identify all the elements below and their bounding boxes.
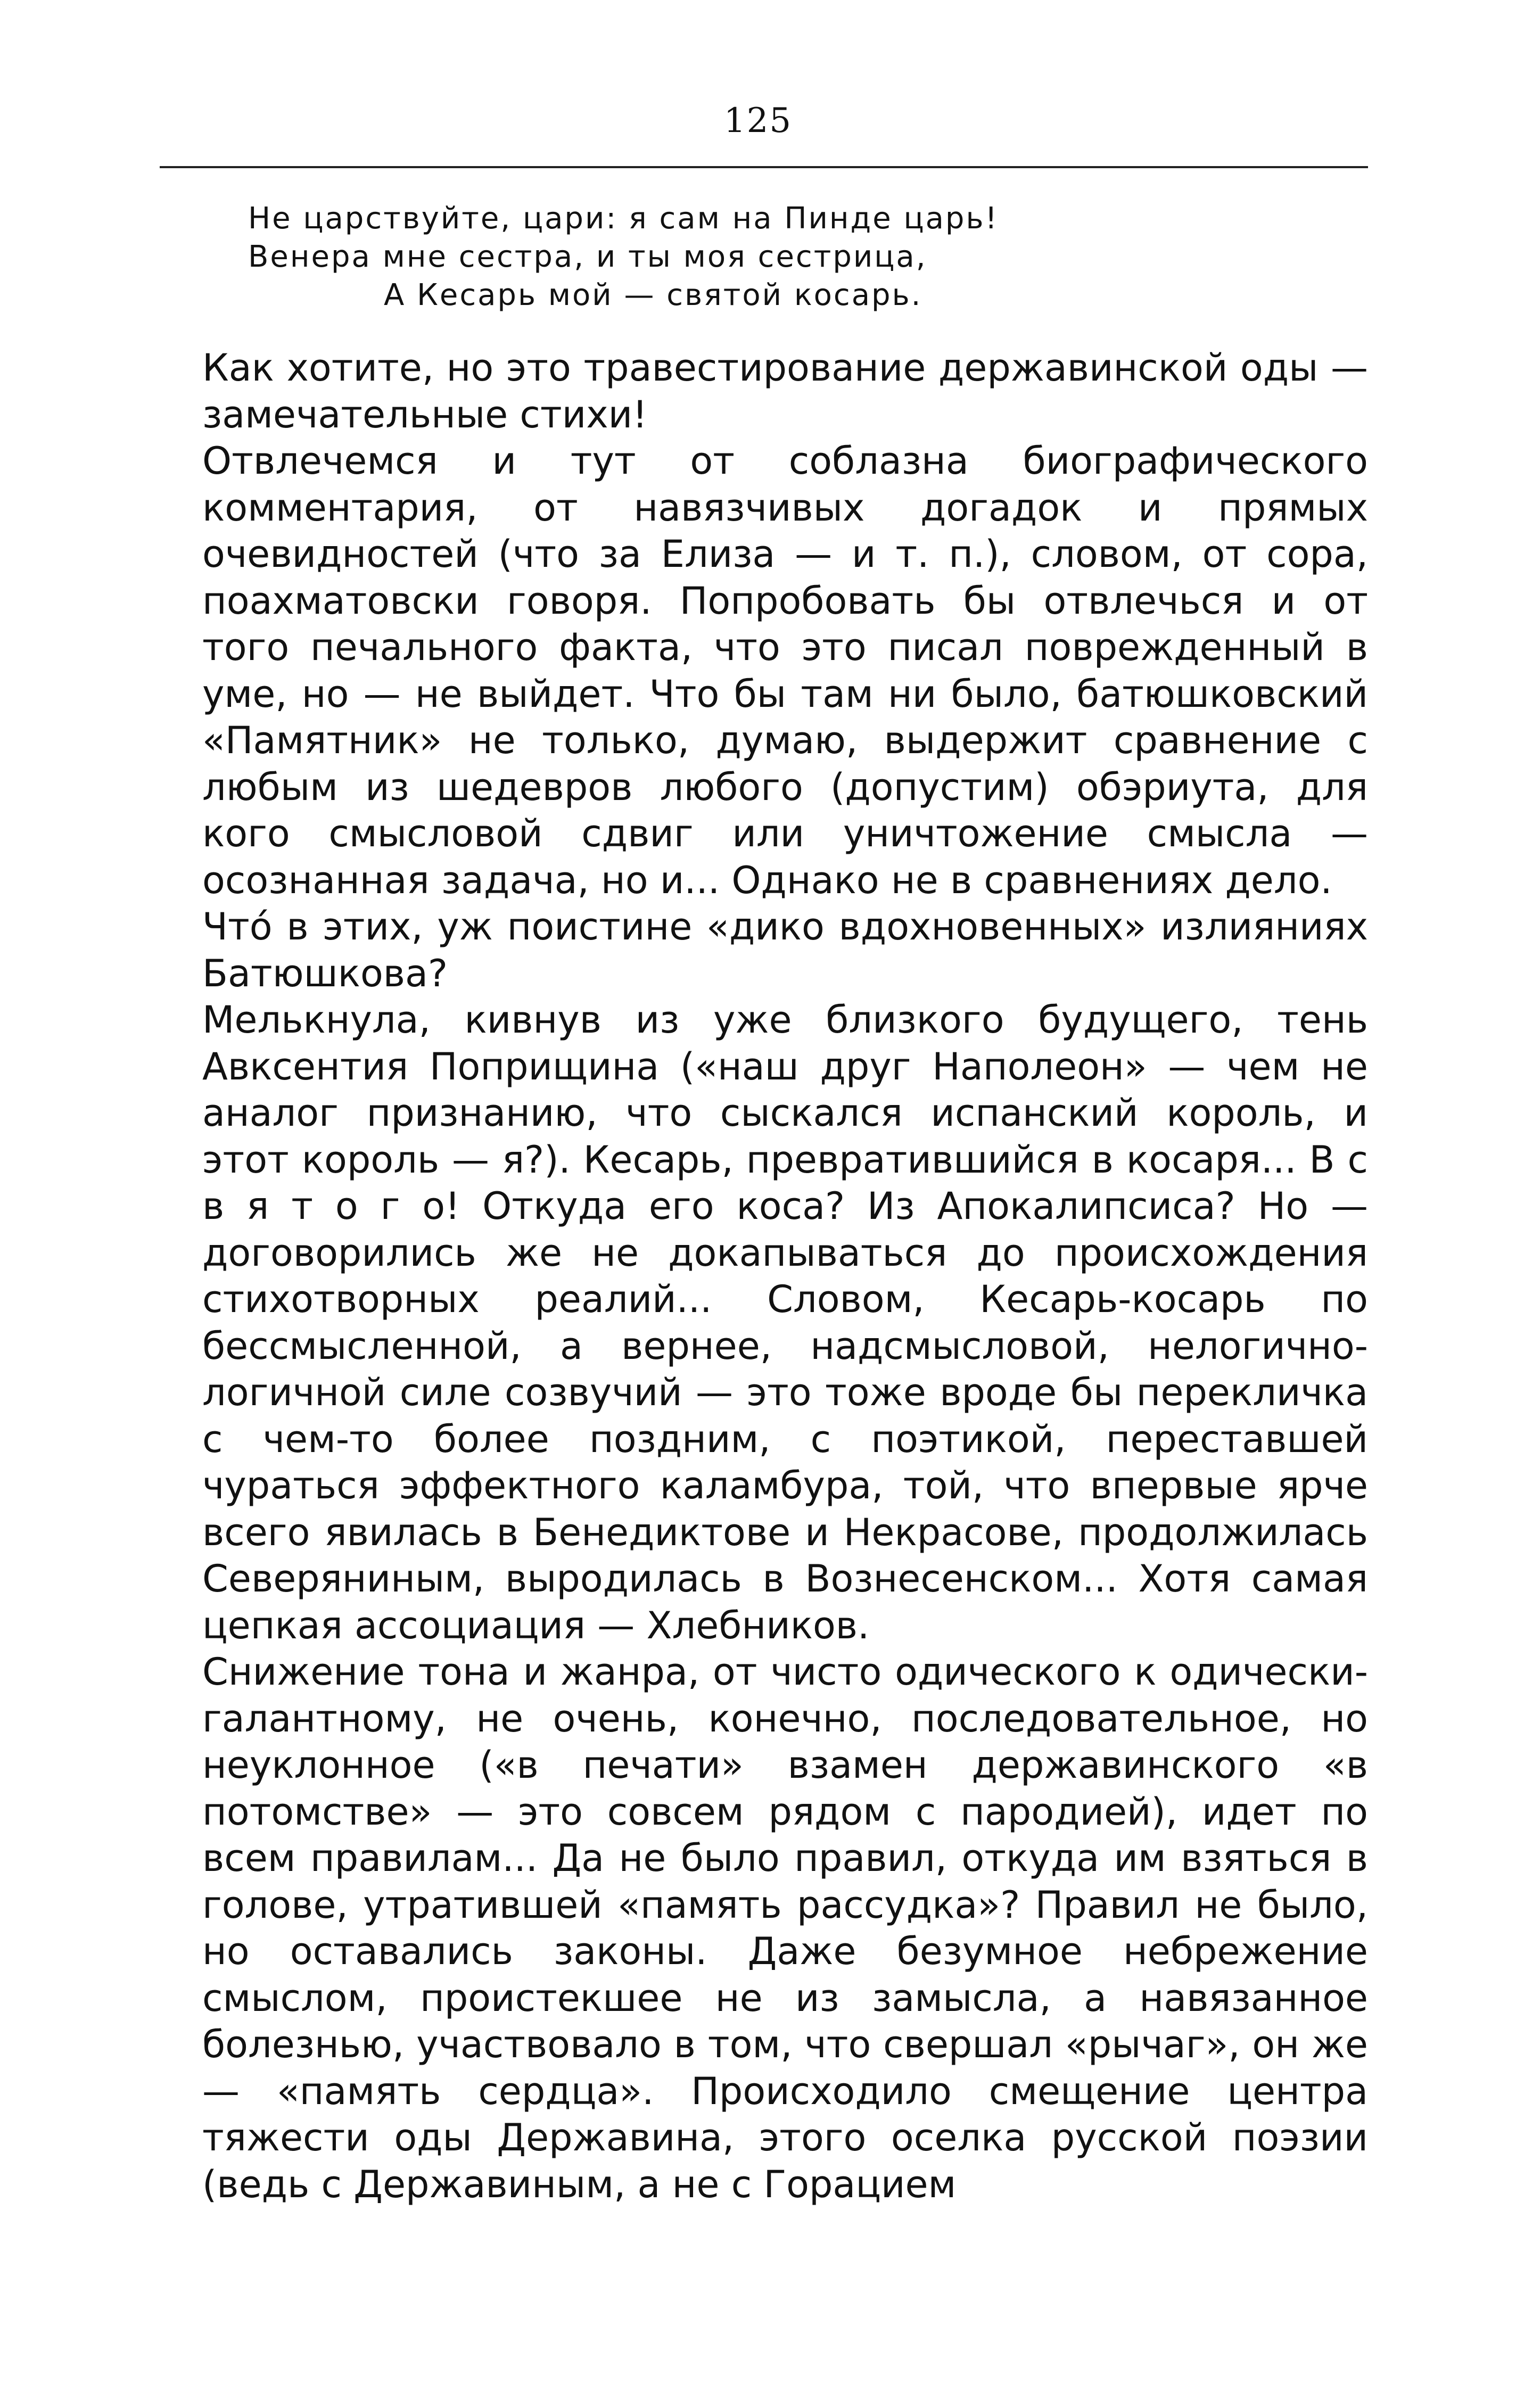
paragraph: Что́ в этих, уж поистине «дико вдохновенных» излияниях Батюшкова? — [202, 905, 1368, 995]
page-number: 125 — [723, 101, 793, 141]
epigraph-line: Венера мне сестра, и ты моя сестрица, — [248, 240, 927, 274]
paragraph: Мелькнула, кивнув из уже близкого будущего, тень Авксентия Поприщина («наш друг Наполеон» — чем не аналог признанию, что сыскался испанский король, и этот король — я?). Кесарь, превратившийся в косаря... В с в я т о г о! Откуда его коса? Из Апокалипсиса? Но — договорились же не докапываться до происхождения стихотворных реалий... Словом, Кесарь-косарь по бессмысленной, а вернее, надсмысловой, нелогично-логичной силе созвучий — это тоже вроде бы перекличка с чем-то более поздним, с поэтикой, переставшей чураться эффектного каламбура, той, что впервые ярче всего явилась в Бенедиктове и Некрасове, продолжилась Северяниным, выродилась в Вознесенском... Хотя самая цепкая ассоциация — Хлебников. — [202, 998, 1368, 1647]
paragraph: Отвлечемся и тут от соблазна биографического комментария, от навязчивых догадок и прямых очевидностей (что за Елиза — и т. п.), словом, от сора, поахматовски говоря. Попробовать бы отвлечься и от того печального факта, что это писал поврежденный в уме, но — не выйдет. Что бы там ни было, батюшковский «Памятник» не только, думаю, выдержит сравнение с любым из шедевров любого (допустим) обэриута, для кого смысловой сдвиг или уничтожение смысла — осознанная задача, но и... Однако не в сравнениях дело. — [202, 439, 1368, 902]
epigraph-line: А Кесарь мой — святой косарь. — [384, 278, 922, 312]
body-text — [202, 345, 1368, 2208]
epigraph — [248, 200, 1259, 315]
paragraph: Как хотите, но это травестирование державинской оды — замечательные стихи! — [202, 346, 1368, 436]
paragraph: Снижение тона и жанра, от чисто одического к одически-галантному, не очень, конечно, последовательное, но неуклонное («в печати» взамен державинского «в потомстве» — это совсем рядом с пародией), идет по всем правилам... Да не было правил, откуда им взяться в голове, утратившей «память рассудка»? Правил не было, но оставались законы. Даже безумное небрежение смыслом, проистекшее не из замысла, а навязанное болезнью, участвовало в том, что свершал «рычаг», он же — «память сердца». Происходило смещение центра тяжести оды Державина, этого оселка русской поэзии (ведь с Державиным, а не с Горацием — [202, 1650, 1368, 2206]
epigraph-line: Не царствуйте, цари: я сам на Пинде царь! — [248, 201, 999, 236]
header-rule — [160, 166, 1368, 168]
